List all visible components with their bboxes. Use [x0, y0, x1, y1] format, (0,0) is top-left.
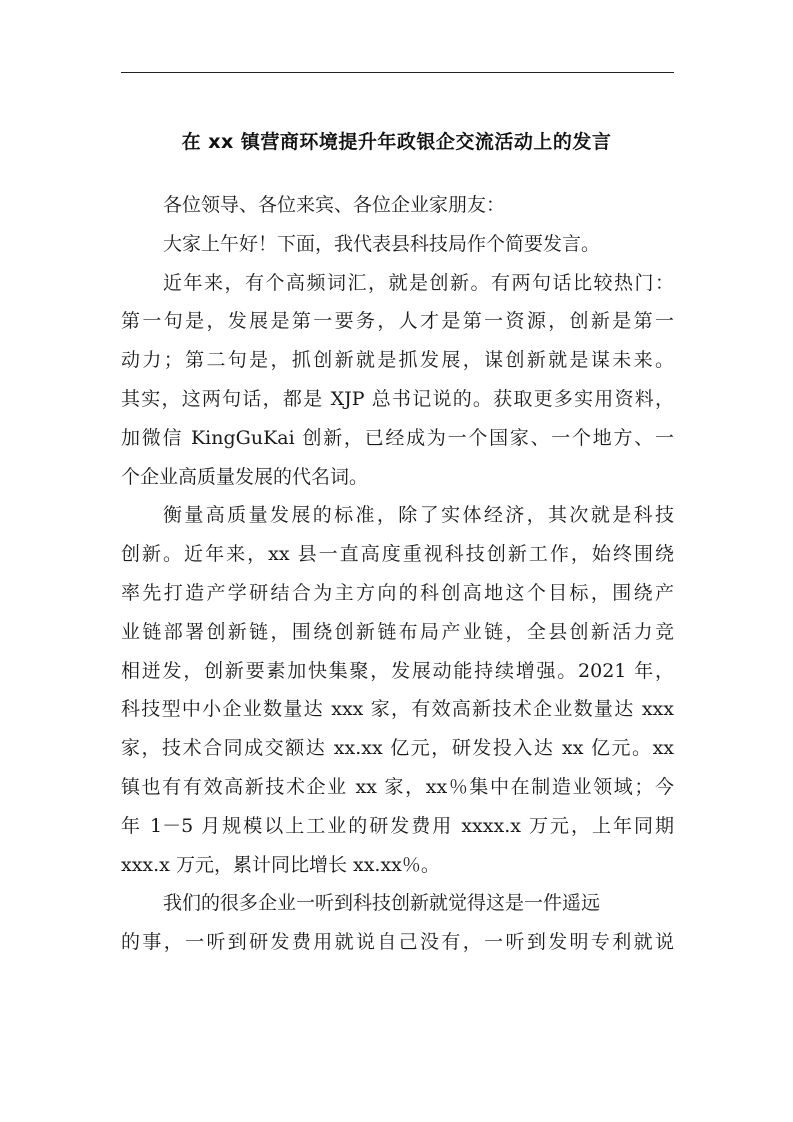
body-line: 镇也有有效高新技术企业 xx 家，xx％集中在制造业领域；今 — [121, 775, 674, 798]
body-line: 衡量高质量发展的标准，除了实体经济，其次就是科技 — [163, 504, 674, 527]
body-line: 第一句是，发展是第一要务，人才是第一资源，创新是第一 — [121, 310, 674, 333]
document-body — [121, 186, 674, 962]
document-title: 在 xx 镇营商环境提升年政银企交流活动上的发言 — [181, 131, 612, 153]
body-line: 创新。近年来，xx 县一直高度重视科技创新工作，始终围绕 — [121, 543, 674, 566]
body-line: 其实，这两句话，都是 XJP 总书记说的。获取更多实用资料， — [121, 387, 674, 410]
body-line: xxx.x 万元，累计同比增长 xx.xx％。 — [121, 853, 440, 876]
body-line: 各位领导、各位来宾、各位企业家朋友： — [163, 194, 506, 216]
body-line: 近年来，有个高频词汇，就是创新。有两句话比较热门： — [163, 271, 674, 294]
body-line: 科技型中小企业数量达 xxx 家，有效高新技术企业数量达 xxx — [121, 698, 674, 721]
body-line: 的事，一听到研发费用就说自己没有，一听到发明专利就说 — [121, 931, 674, 954]
body-line: 相迸发，创新要素加快集聚，发展动能持续增强。2021 年， — [121, 659, 674, 682]
body-line: 加微信 KingGuKai 创新，已经成为一个国家、一个地方、一 — [121, 426, 674, 449]
body-line: 业链部署创新链，围绕创新链布局产业链，全县创新活力竞 — [121, 620, 674, 643]
body-line: 大家上午好！下面，我代表县科技局作个简要发言。 — [163, 232, 601, 255]
body-line: 动力；第二句是，抓创新就是抓发展，谋创新就是谋未来。 — [121, 349, 674, 372]
body-line: 个企业高质量发展的代名词。 — [121, 465, 369, 488]
header-rule — [121, 72, 674, 73]
body-line: 年 1－5 月规模以上工业的研发费用 xxxx.x 万元，上年同期 — [121, 814, 674, 837]
body-line: 我们的很多企业一听到科技创新就觉得这是一件遥远 — [163, 892, 601, 915]
body-line: 率先打造产学研结合为主方向的科创高地这个目标，围绕产 — [121, 581, 674, 604]
body-line: 家，技术合同成交额达 xx.xx 亿元，研发投入达 xx 亿元。xx — [121, 737, 674, 760]
